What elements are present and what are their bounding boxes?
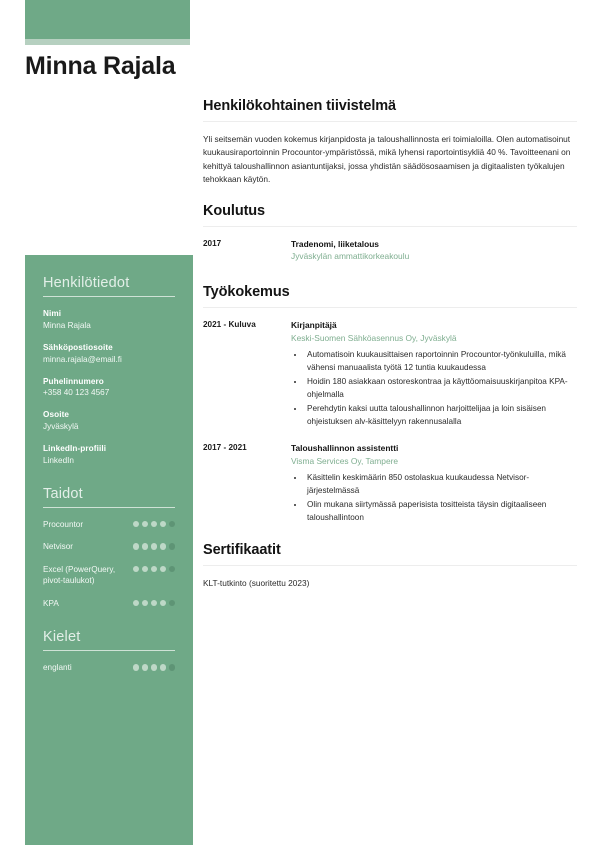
skill-item-rating <box>133 564 175 572</box>
rating-dot-filled <box>160 600 166 606</box>
language-item <box>43 662 175 673</box>
skill-item-rating <box>133 519 175 527</box>
certificate-item: KLT-tutkinto (suoritettu 2023) <box>203 577 310 588</box>
experience-entries <box>203 319 577 526</box>
personal-detail-item <box>43 308 175 332</box>
rating-dot-empty <box>169 521 175 527</box>
rating-dot-filled <box>133 664 139 670</box>
language-item-rating <box>133 662 175 670</box>
entry-organization: Jyväskylän ammattikorkeakoulu <box>291 251 410 262</box>
entry-title: Kirjanpitäjä <box>291 319 337 330</box>
skill-item <box>43 519 175 530</box>
timeline-entry <box>203 442 577 526</box>
entry-date: 2021 - Kuluva <box>203 319 256 329</box>
entry-organization: Visma Services Oy, Tampere <box>291 455 399 466</box>
personal-detail-value: minna.rajala@email.fi <box>43 354 122 364</box>
entry-organization: Keski-Suomen Sähköasennus Oy, Jyväskylä <box>291 332 457 343</box>
skill-item-label: Netvisor <box>43 542 74 552</box>
rating-dot-filled <box>151 521 157 527</box>
rating-dot-filled <box>133 566 139 572</box>
entry-date: 2017 - 2021 <box>203 442 247 452</box>
entry-title: Tradenomi, liiketalous <box>291 238 379 249</box>
education-entries <box>203 238 577 268</box>
personal-detail-item <box>43 409 175 433</box>
skill-item-label: Procountor <box>43 519 84 529</box>
spacer <box>43 477 175 486</box>
language-item-label: englanti <box>43 663 72 673</box>
rating-dot-filled <box>133 543 139 549</box>
rating-dot-filled <box>142 566 148 572</box>
section-education <box>203 203 577 268</box>
personal-detail-value: Jyväskylä <box>43 422 79 432</box>
skill-item <box>43 598 175 609</box>
personal-detail-item <box>43 443 175 467</box>
personal-detail-label: LinkedIn-profiili <box>43 444 107 454</box>
languages-list <box>43 662 175 673</box>
entry-body <box>291 319 577 430</box>
sidebar <box>25 255 193 845</box>
sidebar-heading-personal: Henkilötiedot <box>43 275 130 291</box>
certificate-list <box>203 577 577 590</box>
spacer <box>43 620 175 629</box>
personal-detail-value[interactable]: LinkedIn <box>43 456 74 466</box>
entry-bullet-list <box>291 349 577 428</box>
rating-dot-filled <box>133 521 139 527</box>
page-title: Minna Rajala <box>25 52 176 80</box>
skill-item-rating <box>133 598 175 606</box>
rating-dot-filled <box>160 664 166 670</box>
timeline-entry <box>203 319 577 430</box>
skill-item-rating <box>133 541 175 549</box>
rating-dot-filled <box>142 543 148 549</box>
rating-dot-filled <box>142 664 148 670</box>
skill-item <box>43 541 175 552</box>
rating-dot-empty <box>169 566 175 572</box>
section-heading-experience: Työkokemus <box>203 283 290 300</box>
sidebar-section-skills <box>43 486 175 609</box>
sidebar-divider <box>43 296 175 297</box>
personal-detail-item <box>43 342 175 366</box>
entry-date: 2017 <box>203 238 222 248</box>
entry-bullet: • Perehdytin kaksi uutta taloushallinnon harjoittelijaa ja loin sisäisen ohjeistuksen alv-käsittelyyn rakennusalalla <box>305 403 577 428</box>
entry-title: Taloushallinnon assistentti <box>291 442 399 453</box>
personal-detail-value: Minna Rajala <box>43 320 91 330</box>
rating-dot-filled <box>160 543 166 549</box>
header-accent-block <box>25 0 190 39</box>
main-column <box>203 98 577 606</box>
personal-detail-label: Puhelinnumero <box>43 376 104 386</box>
rating-dot-filled <box>160 566 166 572</box>
rating-dot-filled <box>151 543 157 549</box>
rating-dot-filled <box>151 600 157 606</box>
skill-item-label: KPA <box>43 598 59 608</box>
entry-bullet: • Olin mukana siirtymässä paperisista tositteista täysin digitaaliseen taloushallintoon <box>305 499 577 524</box>
timeline-entry <box>203 238 577 268</box>
entry-bullet-list <box>291 472 577 524</box>
sidebar-heading-languages: Kielet <box>43 629 81 646</box>
entry-body <box>291 238 577 268</box>
skill-item-label: Excel (PowerQuery, pivot-taulukot) <box>43 564 116 586</box>
skills-list <box>43 519 175 609</box>
sidebar-divider <box>43 650 175 651</box>
personal-detail-label: Sähköpostiosoite <box>43 342 113 352</box>
rating-dot-filled <box>151 664 157 670</box>
section-divider <box>203 565 577 566</box>
personal-details-list <box>43 308 175 467</box>
header-accent-strip <box>25 39 190 45</box>
rating-dot-filled <box>160 521 166 527</box>
personal-detail-value: +358 40 123 4567 <box>43 388 110 398</box>
summary-text: Yli seitsemän vuoden kokemus kirjanpidosta ja taloushallinnosta eri toimialoilla. Olen automatisoinut kuukausiraportoinnin Procountor-ympäristössä, mikä lyhensi raportointisykliä 40 %. Tavoitteenani on kehittyä taloushallinnon asiantuntijaksi, jossa yhdistän säädösosaamisen ja digitaalisten työkalujen tehokkaan käytön. <box>203 134 571 185</box>
entry-body <box>291 442 577 526</box>
personal-detail-label: Osoite <box>43 410 70 420</box>
rating-dot-filled <box>142 521 148 527</box>
rating-dot-filled <box>133 600 139 606</box>
section-certificates <box>203 542 577 590</box>
section-experience <box>203 284 577 526</box>
personal-detail-item <box>43 376 175 400</box>
rating-dot-filled <box>151 566 157 572</box>
entry-bullet: • Automatisoin kuukausittaisen raportoinnin Procountor-työnkuluilla, mikä vähensi manuaalista työtä 12 tuntia kuukaudessa <box>305 349 577 374</box>
personal-detail-label: Nimi <box>43 309 62 318</box>
section-divider <box>203 307 577 308</box>
sidebar-section-personal <box>43 275 175 467</box>
sidebar-section-languages <box>43 629 175 673</box>
section-heading-education: Koulutus <box>203 202 266 219</box>
rating-dot-filled <box>142 600 148 606</box>
skill-item <box>43 564 175 587</box>
entry-bullet: • Hoidin 180 asiakkaan ostoreskontraa ja käyttöomaisuuskirjanpitoa KPA-ohjelmalla <box>305 376 577 401</box>
section-summary <box>203 98 577 187</box>
sidebar-divider <box>43 507 175 508</box>
section-divider <box>203 226 577 227</box>
rating-dot-empty <box>169 600 175 606</box>
section-divider <box>203 121 577 122</box>
rating-dot-empty <box>169 543 175 549</box>
rating-dot-empty <box>169 664 175 670</box>
sidebar-heading-skills: Taidot <box>43 485 83 502</box>
section-heading-summary: Henkilökohtainen tiivistelmä <box>203 98 396 114</box>
section-heading-certificates: Sertifikaatit <box>203 541 281 558</box>
entry-bullet: • Käsittelin keskimäärin 850 ostolaskua kuukaudessa Netvisor-järjestelmässä <box>305 472 577 497</box>
